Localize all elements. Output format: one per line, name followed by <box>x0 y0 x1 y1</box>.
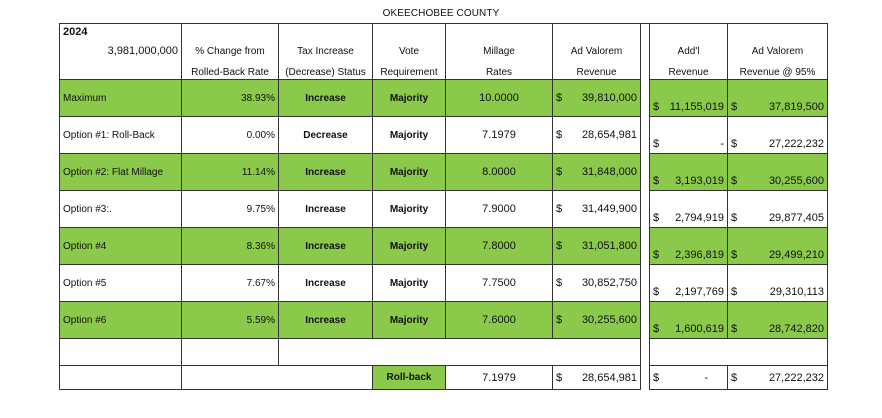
table-row <box>60 265 828 302</box>
column-gap <box>641 339 650 366</box>
column-gap <box>641 154 650 191</box>
pct-change-cell: 5.59% <box>182 302 279 339</box>
column-gap <box>641 24 650 80</box>
currency-symbol: $ <box>653 286 660 298</box>
currency-symbol: $ <box>731 371 738 384</box>
rollback-label: Roll-back <box>373 366 446 390</box>
tax-status-cell: Increase <box>279 302 373 339</box>
revenue-value: 30,852,750 <box>581 277 637 289</box>
table-row <box>60 154 828 191</box>
option-label: Maximum <box>60 80 182 117</box>
column-gap <box>641 228 650 265</box>
blank-cell <box>279 339 373 366</box>
currency-symbol: $ <box>731 212 738 224</box>
revenue-value: 31,848,000 <box>581 166 637 178</box>
revenue-95-cell <box>728 265 828 302</box>
currency-symbol: $ <box>731 175 738 187</box>
millage-header: Millage Rates <box>446 24 553 80</box>
year-header <box>60 24 182 80</box>
addl-revenue-value: 11,155,019 <box>669 101 724 113</box>
pct-change-cell: 38.93% <box>182 80 279 117</box>
addl-revenue-value: 3,193,019 <box>675 175 724 187</box>
option-label: Option #6 <box>60 302 182 339</box>
footer-rev95 <box>728 366 828 390</box>
addl-revenue-value: 2,794,919 <box>675 212 724 224</box>
vote-cell: Majority <box>373 191 446 228</box>
currency-symbol: $ <box>556 371 563 384</box>
blank-cell <box>650 339 728 366</box>
table-row <box>60 302 828 339</box>
addl-revenue-cell <box>650 191 728 228</box>
revenue-cell <box>553 80 641 117</box>
revenue-95-cell <box>728 191 828 228</box>
header-row <box>60 24 828 80</box>
footer-rev95-value: 27,222,232 <box>768 371 824 384</box>
option-label: Option #5 <box>60 265 182 302</box>
currency-symbol: $ <box>556 203 563 215</box>
revenue-value: 30,255,600 <box>581 314 637 326</box>
tax-status-cell: Increase <box>279 154 373 191</box>
millage-cell: 7.1979 <box>446 117 553 154</box>
column-gap <box>641 191 650 228</box>
currency-symbol: $ <box>731 138 738 150</box>
option-label: Option #2: Flat Millage <box>60 154 182 191</box>
revenue-95-value: 29,310,113 <box>769 286 824 298</box>
revenue-95-value: 29,499,210 <box>768 249 824 261</box>
footer-addl-value: - <box>704 371 708 384</box>
addl-revenue-cell <box>650 117 728 154</box>
taxable-value: 3,981,000,000 <box>107 45 178 57</box>
table-row <box>60 191 828 228</box>
vote-cell: Majority <box>373 154 446 191</box>
currency-symbol: $ <box>556 166 563 178</box>
currency-symbol: $ <box>556 92 563 104</box>
footer-revenue-value: 28,654,981 <box>581 371 637 384</box>
blank-cell <box>373 339 446 366</box>
revenue-95-value: 30,255,600 <box>768 175 824 187</box>
blank-row <box>60 339 828 366</box>
revenue-cell <box>553 228 641 265</box>
addl-revenue-cell <box>650 228 728 265</box>
vote-cell: Majority <box>373 228 446 265</box>
revenue-95-value: 27,222,232 <box>768 138 824 150</box>
pct-change-cell: 8.36% <box>182 228 279 265</box>
addl-revenue-header: Add'l Revenue <box>650 24 728 80</box>
blank-cell <box>60 366 182 390</box>
pct-change-cell: 11.14% <box>182 154 279 191</box>
pct-change-cell: 0.00% <box>182 117 279 154</box>
option-label: Option #1: Roll-Back <box>60 117 182 154</box>
millage-table <box>59 23 828 390</box>
millage-cell: 7.7500 <box>446 265 553 302</box>
addl-revenue-value: 1,600,619 <box>675 323 724 335</box>
page-title: OKEECHOBEE COUNTY <box>382 8 500 19</box>
addl-revenue-value: 2,197,769 <box>675 286 724 298</box>
pct-change-cell: 9.75% <box>182 191 279 228</box>
tax-status-header: Tax Increase (Decrease) Status <box>279 24 373 80</box>
revenue-value: 31,051,800 <box>581 240 637 252</box>
tax-status-cell: Decrease <box>279 117 373 154</box>
revenue-cell <box>553 154 641 191</box>
currency-symbol: $ <box>731 323 738 335</box>
table-row <box>60 80 828 117</box>
pct-change-cell: 7.67% <box>182 265 279 302</box>
revenue-95-cell <box>728 228 828 265</box>
currency-symbol: $ <box>556 129 563 141</box>
column-gap <box>641 117 650 154</box>
currency-symbol: $ <box>653 249 660 261</box>
revenue-95-value: 28,742,820 <box>768 323 824 335</box>
revenue-95-header: Ad Valorem Revenue @ 95% <box>728 24 828 80</box>
revenue-95-cell <box>728 80 828 117</box>
revenue-95-cell <box>728 302 828 339</box>
revenue-cell <box>553 191 641 228</box>
vote-cell: Majority <box>373 80 446 117</box>
year-label: 2024 <box>63 26 88 38</box>
column-gap <box>641 366 650 390</box>
table-row <box>60 228 828 265</box>
blank-cell <box>60 339 182 366</box>
currency-symbol: $ <box>653 175 660 187</box>
currency-symbol: $ <box>556 314 563 326</box>
currency-symbol: $ <box>653 101 660 113</box>
vote-cell: Majority <box>373 265 446 302</box>
column-gap <box>641 302 650 339</box>
millage-cell: 8.0000 <box>446 154 553 191</box>
addl-revenue-cell <box>650 302 728 339</box>
revenue-value: 31,449,900 <box>581 203 637 215</box>
currency-symbol: $ <box>653 212 660 224</box>
tax-status-cell: Increase <box>279 265 373 302</box>
revenue-95-value: 37,819,500 <box>768 101 824 113</box>
blank-cell <box>446 339 553 366</box>
millage-cell: 10.0000 <box>446 80 553 117</box>
revenue-value: 39,810,000 <box>581 92 637 104</box>
currency-symbol: $ <box>731 101 738 113</box>
blank-cell <box>182 339 279 366</box>
column-gap <box>641 265 650 302</box>
rollback-summary-row <box>60 366 828 390</box>
addl-revenue-cell <box>650 80 728 117</box>
blank-cell <box>728 339 828 366</box>
currency-symbol: $ <box>731 286 738 298</box>
addl-revenue-cell <box>650 265 728 302</box>
revenue-95-cell <box>728 117 828 154</box>
blank-cell <box>182 366 279 390</box>
footer-millage: 7.1979 <box>446 366 553 390</box>
currency-symbol: $ <box>653 138 660 150</box>
footer-addl <box>650 366 728 390</box>
tax-status-cell: Increase <box>279 228 373 265</box>
addl-revenue-cell <box>650 154 728 191</box>
revenue-cell <box>553 265 641 302</box>
table-row <box>60 117 828 154</box>
revenue-95-value: 29,877,405 <box>768 212 824 224</box>
blank-cell <box>279 366 373 390</box>
pct-change-header: % Change from Rolled-Back Rate <box>182 24 279 80</box>
currency-symbol: $ <box>653 371 660 384</box>
vote-cell: Majority <box>373 302 446 339</box>
option-label: Option #4 <box>60 228 182 265</box>
revenue-cell <box>553 117 641 154</box>
vote-cell: Majority <box>373 117 446 154</box>
millage-cell: 7.6000 <box>446 302 553 339</box>
currency-symbol: $ <box>556 277 563 289</box>
revenue-cell <box>553 302 641 339</box>
addl-revenue-value: - <box>720 138 724 150</box>
blank-cell <box>553 339 641 366</box>
vote-header: Vote Requirement <box>373 24 446 80</box>
revenue-95-cell <box>728 154 828 191</box>
currency-symbol: $ <box>556 240 563 252</box>
addl-revenue-value: 2,396,819 <box>675 249 724 261</box>
tax-status-cell: Increase <box>279 80 373 117</box>
option-label: Option #3:. <box>60 191 182 228</box>
revenue-value: 28,654,981 <box>581 129 637 141</box>
column-gap <box>641 80 650 117</box>
tax-status-cell: Increase <box>279 191 373 228</box>
footer-revenue <box>553 366 641 390</box>
millage-cell: 7.9000 <box>446 191 553 228</box>
millage-cell: 7.8000 <box>446 228 553 265</box>
revenue-header: Ad Valorem Revenue <box>553 24 641 80</box>
currency-symbol: $ <box>731 249 738 261</box>
currency-symbol: $ <box>653 323 660 335</box>
